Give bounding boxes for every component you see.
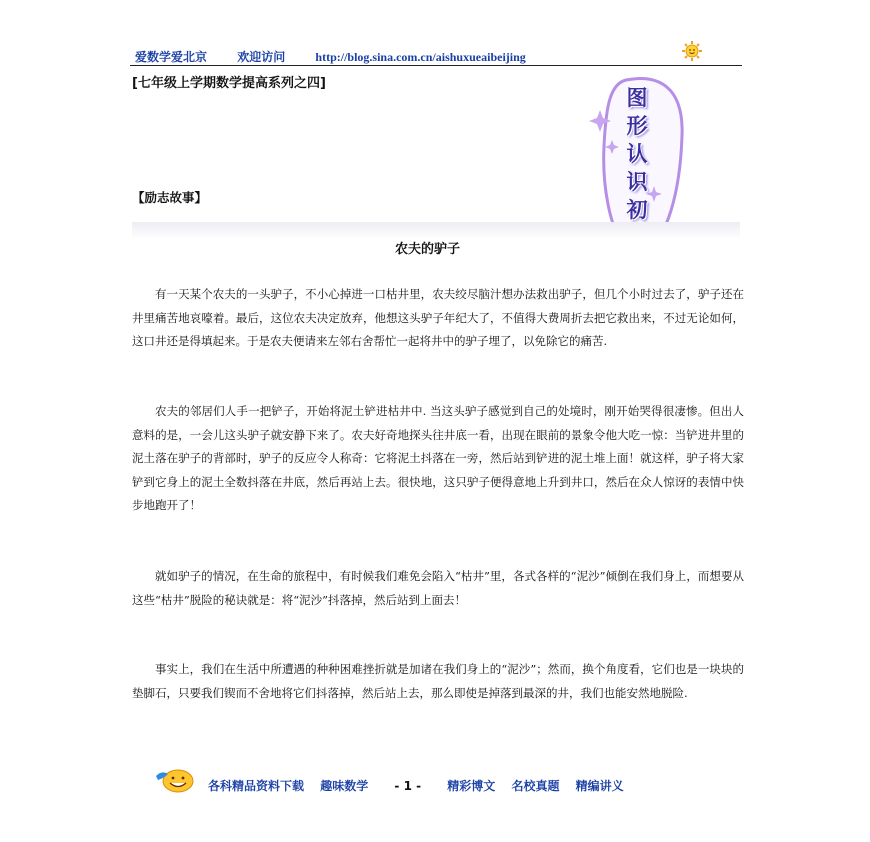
- footer-link-fun-math[interactable]: 趣味数学: [320, 779, 369, 793]
- smiley-icon: [152, 766, 196, 794]
- topic-title-char: 形: [626, 114, 648, 138]
- page-number: - 1 -: [394, 779, 422, 793]
- story-title: 农夫的驴子: [395, 242, 461, 257]
- section-tag: 【励志故事】: [132, 190, 208, 205]
- blog-url-link[interactable]: http://blog.sina.com.cn/aishuxueaibeijing: [315, 50, 526, 64]
- story-paragraph: 有一天某个农夫的一头驴子，不小心掉进一口枯井里，农夫绞尽脑汁想办法救出驴子，但几个小时过去了，驴子还在井里痛苦地哀嚎着。最后，这位农夫决定放弃，他想这头驴子年纪大了，不值得大费周折去把它救出来，不过无论如何，这口井还是得填起来。于是农夫便请来左邻右舍帮忙一起将井中的驴子埋了，以免除它的痛苦.: [132, 287, 744, 348]
- story-paragraph: 农夫的邻居们人手一把铲子，开始将泥土铲进枯井中. 当这头驴子感觉到自己的处境时，刚开始哭得很凄惨。但出人意料的是，一会儿这头驴子就安静下来了。农夫好奇地探头往井底一看，出现在眼前的景象令他大吃一惊：当铲进井里的泥土落在驴子的背部时，驴子的反应令人称奇：它将泥土抖落在一旁，然后站到铲进的泥土堆上面！就这样，驴子将大家铲到它身上的泥土全数抖落在井底，然后再站上去。很快地，这只驴子便得意地上升到井口，然后在众人惊讶的表情中快步地跑开了！: [132, 404, 744, 512]
- topic-title-char: 识: [626, 170, 648, 194]
- page-header: [135, 48, 735, 65]
- topic-title-char: 图: [626, 86, 648, 110]
- story-paragraph: 就如驴子的情况，在生命的旅程中，有时候我们难免会陷入“枯井”里，各式各样的“泥沙”倾倒在我们身上，而想要从这些“枯井”脱险的秘诀就是：将“泥沙”抖落掉，然后站到上面去！: [132, 569, 744, 607]
- series-title: [七年级上学期数学提高系列之四]: [132, 76, 326, 91]
- site-name[interactable]: 爱数学爱北京: [135, 50, 208, 64]
- topic-title-char: 认: [626, 142, 648, 166]
- footer-link-downloads[interactable]: 各科精品资料下载: [208, 779, 305, 793]
- footer-link-exams[interactable]: 名校真题: [511, 779, 560, 793]
- sun-icon: [681, 40, 703, 62]
- header-divider: [130, 65, 742, 66]
- story-paragraph: 事实上，我们在生活中所遭遇的种种困难挫折就是加诸在我们身上的“泥沙”；然而，换个角度看，它们也是一块块的垫脚石，只要我们锲而不舍地将它们抖落掉，然后站上去，那么即使是掉落到最深的井，我们也能安然地脱险.: [132, 662, 744, 700]
- footer-link-blog[interactable]: 精彩博文: [447, 779, 496, 793]
- welcome-text: 欢迎访问: [237, 50, 286, 64]
- footer-link-lectures[interactable]: 精编讲义: [575, 779, 624, 793]
- page-footer: [208, 777, 636, 794]
- topic-title-char: 初: [626, 198, 648, 222]
